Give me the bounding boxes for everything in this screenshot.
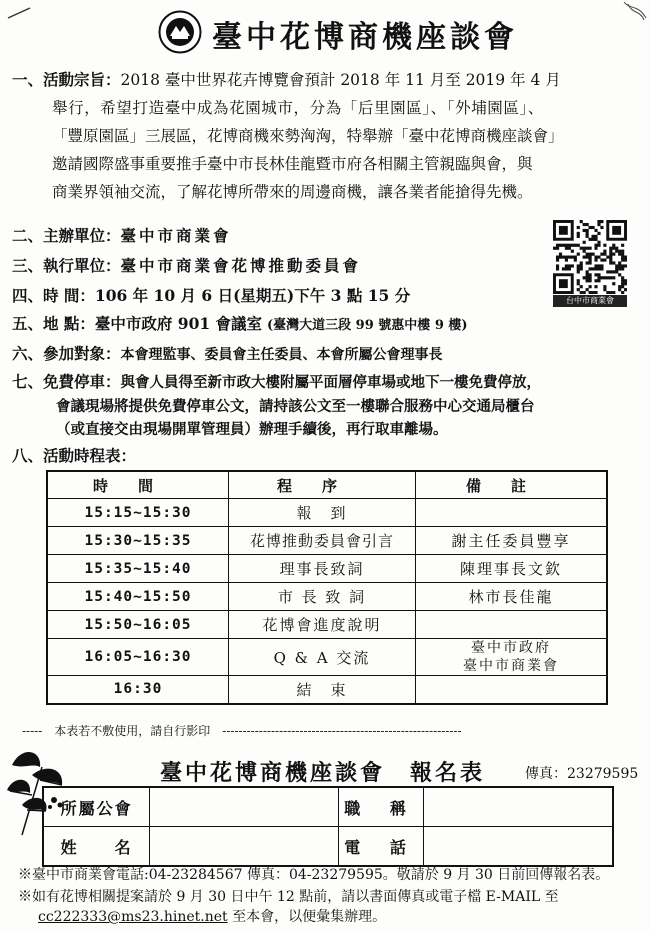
row-time: 15:15~15:30 — [47, 499, 229, 527]
header-program: 程序 — [229, 471, 416, 499]
copy-note-line — [22, 722, 462, 739]
row-program: 結 束 — [229, 676, 416, 704]
row-time: 15:35~15:40 — [47, 555, 229, 583]
purpose-line-1 — [12, 70, 561, 90]
host-line — [12, 226, 232, 246]
time-line — [12, 286, 410, 306]
host-label: 二、主辦單位： — [12, 227, 121, 245]
parking-text-3: （或直接交由現場開單管理員）辦理手續後，再行取車離場。 — [56, 421, 448, 438]
parking-label: 七、免費停車： — [12, 373, 121, 391]
registration-fax: 傳真：23279595 — [525, 766, 639, 782]
footer-line-3-rest: 至本會，以便彙集辦理。 — [227, 909, 387, 925]
association-label: 所屬公會 — [43, 787, 150, 827]
row-time: 16:05~16:30 — [47, 639, 229, 676]
qr-caption: 台中市商業會 — [553, 295, 627, 307]
header-time: 時間 — [47, 471, 229, 499]
row-program: Q & A 交流 — [229, 639, 416, 676]
footer-line-3 — [38, 908, 386, 927]
row-time: 15:30~15:35 — [47, 527, 229, 555]
purpose-text-2: 舉行，希望打造臺中成為花園城市，分為「后里園區」、「外埔園區」、 — [52, 99, 544, 117]
purpose-text-1: 2018 臺中世界花卉博覽會預計 2018 年 11 月至 2019 年 4 月 — [120, 71, 561, 89]
row-note-line-1: 臺中市政府 — [471, 640, 551, 656]
table-row — [47, 555, 607, 583]
schedule-header-row — [47, 471, 607, 499]
dash-right: ----------------------------------------------------------- — [210, 724, 462, 738]
row-note: 陳理事長文欽 — [416, 555, 608, 583]
table-row — [47, 527, 607, 555]
organizer-value: 臺中市商業會花博推動委員會 — [120, 256, 362, 275]
purpose-label: 一、活動宗旨： — [12, 71, 121, 89]
row-time: 16:30 — [47, 676, 229, 704]
footer-line-2: ※如有花博相關提案請於 9 月 30 日中午 12 點前，請以書面傳真或電子檔 E-MAIL 至 — [18, 889, 559, 905]
time-value: 106 年 10 月 6 日(星期五)下午 3 點 15 分 — [94, 286, 411, 305]
row-time: 15:40~15:50 — [47, 583, 229, 611]
row-program: 花博會進度說明 — [229, 611, 416, 639]
participants-value: 本會理監事、委員會主任委員、本會所屬公會理事長 — [120, 347, 443, 363]
table-row — [47, 611, 607, 639]
qr-code-icon — [553, 220, 627, 294]
place-label: 五、地 點： — [12, 315, 95, 333]
row-note: 林市長佳龍 — [416, 583, 608, 611]
dash-left: ----- — [22, 724, 55, 738]
row-note — [416, 611, 608, 639]
registration-form — [42, 786, 614, 867]
association-field[interactable] — [150, 787, 338, 827]
position-label: 職 稱 — [338, 787, 424, 827]
place-note: (臺灣大道三段 99 號惠中樓 9 樓) — [267, 318, 468, 333]
table-row — [47, 639, 607, 676]
chamber-logo-icon — [158, 10, 202, 54]
corner-scribble-mark — [620, 0, 648, 22]
row-program: 報 到 — [229, 499, 416, 527]
row-note — [416, 639, 608, 676]
row-note-line-2: 臺中市商業會 — [463, 658, 559, 674]
parking-text-2: 會議現場將提供免費停車公文，請持該公文至一樓聯合服務中心交通局櫃台 — [56, 398, 535, 415]
schedule-label: 八、活動時程表： — [12, 447, 137, 465]
organizer-label: 三、執行單位： — [12, 257, 121, 275]
footer-line-1: ※臺中市商業會電話:04-23284567 傳真：04-23279595。敬請於 9 月 30 日前回傳報名表。 — [18, 867, 610, 883]
place-value: 臺中市政府 901 會議室 — [94, 314, 263, 333]
row-program: 市 長 致 詞 — [229, 583, 416, 611]
time-label: 四、時 間： — [12, 287, 95, 305]
table-row — [47, 676, 607, 704]
table-row — [47, 583, 607, 611]
purpose-text-3: 「豐原園區」三展區，花博商機來勢洶洶，特舉辦「臺中花博商機座談會」 — [52, 127, 564, 145]
page-title: 臺中花博商機座談會 — [212, 20, 518, 55]
name-field[interactable] — [150, 827, 338, 867]
parking-line-1 — [12, 372, 541, 393]
form-row — [43, 827, 613, 867]
phone-label: 電 話 — [338, 827, 424, 867]
row-note — [416, 499, 608, 527]
parking-text-1: 與會人員得至新市政大樓附屬平面層停車場或地下一樓免費停放， — [120, 374, 542, 391]
row-time: 15:50~16:05 — [47, 611, 229, 639]
purpose-text-5: 商業界領袖交流，了解花博所帶來的周邊商機，讓各業者能搶得先機。 — [52, 183, 533, 201]
participants-label: 六、參加對象： — [12, 345, 121, 363]
position-field[interactable] — [424, 787, 613, 827]
row-note — [416, 676, 608, 704]
table-row — [47, 499, 607, 527]
organizer-line — [12, 256, 361, 276]
name-label: 姓 名 — [43, 827, 150, 867]
row-program: 花博推動委員會引言 — [229, 527, 416, 555]
qr-code — [553, 220, 627, 294]
schedule-table — [46, 470, 608, 705]
registration-title: 臺中花博商機座談會 報名表 — [160, 761, 486, 786]
purpose-text-4: 邀請國際盛事重要推手臺中市長林佳龍暨市府各相關主管親臨與會，與 — [52, 155, 533, 173]
copy-note: 本表若不敷使用，請自行影印 — [54, 724, 211, 738]
header-note: 備註 — [416, 471, 608, 499]
pen-stroke-mark — [6, 6, 32, 20]
participants-line — [12, 344, 443, 365]
place-line — [12, 314, 468, 336]
row-note: 謝主任委員豐享 — [416, 527, 608, 555]
host-value: 臺中市商業會 — [120, 226, 232, 245]
form-row — [43, 787, 613, 827]
row-program: 理事長致詞 — [229, 555, 416, 583]
phone-field[interactable] — [424, 827, 613, 867]
contact-email-link[interactable]: cc222333@ms23.hinet.net — [38, 909, 228, 925]
